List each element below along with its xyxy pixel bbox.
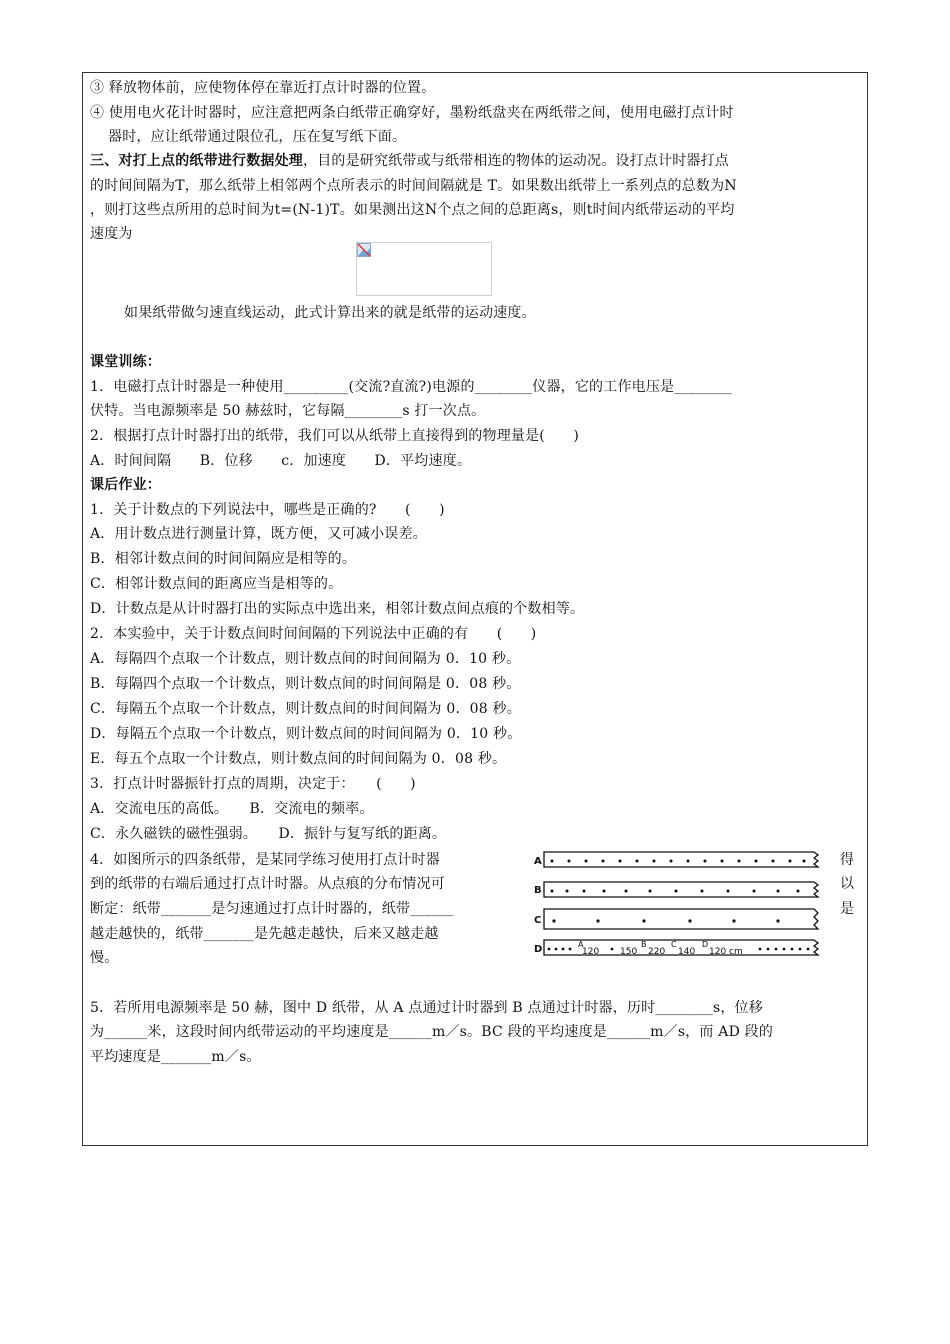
broken-image-icon bbox=[357, 243, 371, 257]
side-word: 以 bbox=[840, 876, 854, 892]
strip-label: B bbox=[534, 885, 542, 896]
text-line: 速度为 bbox=[90, 226, 133, 242]
question-line: 1．电磁打点计时器是一种使用_________(交流?直流?)电源的________仪器，它的工作电压是________ bbox=[90, 379, 732, 395]
tape-distance-label: 220 bbox=[648, 947, 666, 957]
question-line: 为______米，这段时间内纸带运动的平均速度是______m／s。BC 段的平均速度是______m／s，而 AD 段的 bbox=[90, 1024, 774, 1040]
text-line: ③ 释放物体前，应使物体停在靠近打点计时器的位置。 bbox=[90, 80, 436, 96]
text-line: 器时，应让纸带通过限位孔，压在复写纸下面。 bbox=[108, 129, 407, 145]
option-line: C．永久磁铁的磁性强弱。 D．振针与复写纸的距离。 bbox=[90, 826, 447, 842]
option-line: D．计数点是从计时器打出的实际点中选出来，相邻计数点间点痕的个数相等。 bbox=[90, 601, 585, 617]
option-line: B．每隔四个点取一个计数点，则计数点间的时间间隔是 0．08 秒。 bbox=[90, 676, 521, 692]
section-heading: 三、对打上点的纸带进行数据处理 bbox=[90, 153, 303, 169]
option-line: C．相邻计数点间的距离应当是相等的。 bbox=[90, 576, 343, 592]
question-line: 慢。 bbox=[90, 950, 119, 966]
section-text: ，目的是研究纸带或与纸带相连的物体的运动况。设打点计时器打点 bbox=[303, 153, 729, 169]
formula-image bbox=[356, 242, 492, 296]
tape-strip-a bbox=[544, 852, 818, 867]
tape-distance-label: 150 bbox=[620, 947, 638, 957]
question-line: 越走越快的，纸带_______是先越走越快，后来又越走越 bbox=[90, 926, 439, 942]
tape-point-label: D bbox=[702, 940, 709, 949]
tape-distance-label: 140 bbox=[678, 947, 696, 957]
option-line: B．相邻计数点间的时间间隔应是相等的。 bbox=[90, 551, 357, 567]
strip-label: D bbox=[534, 944, 543, 955]
option-line: A．时间间隔 B．位移 c．加速度 D．平均速度。 bbox=[90, 453, 472, 469]
section-heading: 课后作业： bbox=[90, 477, 161, 493]
question-line: 到的纸带的右端后通过打点计时器。从点痕的分布情况可 bbox=[90, 876, 445, 892]
question-line: 平均速度是_______m／s。 bbox=[90, 1049, 261, 1065]
question-line: 2．本实验中，关于计数点间时间间隔的下列说法中正确的有 ( ) bbox=[90, 626, 537, 642]
tape-point-label: C bbox=[671, 940, 677, 949]
text-line: 如果纸带做匀速直线运动，此式计算出来的就是纸带的运动速度。 bbox=[124, 305, 536, 321]
question-line: 5．若所用电源频率是 50 赫，图中 D 纸带，从 A 点通过计时器到 B 点通过计时器，历时________s，位移 bbox=[90, 1000, 763, 1016]
side-word: 是 bbox=[840, 901, 854, 917]
option-line: A．每隔四个点取一个计数点，则计数点间的时间间隔为 0．10 秒。 bbox=[90, 651, 521, 667]
paper-tape-figure bbox=[532, 846, 828, 966]
strip-label: C bbox=[534, 915, 542, 926]
strip-label: A bbox=[534, 856, 542, 867]
section-3-line bbox=[90, 149, 858, 173]
tape-point-label: A bbox=[578, 940, 584, 949]
question-line: 伏特。当电源频率是 50 赫兹时，它每隔________s 打一次点。 bbox=[90, 403, 486, 419]
tape-point-label: B bbox=[641, 940, 647, 949]
side-word: 得 bbox=[840, 852, 854, 868]
section-heading: 课堂训练： bbox=[90, 354, 161, 370]
text-line: 的时间间隔为T，那么纸带上相邻两个点所表示的时间间隔就是 T。如果数出纸带上一系列点的总数为N bbox=[90, 178, 737, 194]
text-line: ，则打这些点所用的总时间为t=(N-1)T。如果测出这N个点之间的总距离s，则t时间内纸带运动的平均 bbox=[90, 202, 735, 218]
question-line: 断定：纸带_______是匀速通过打点计时器的，纸带______ bbox=[90, 901, 454, 917]
option-line: D．每隔五个点取一个计数点，则计数点间的时间间隔为 0．10 秒。 bbox=[90, 726, 522, 742]
tape-strip-b bbox=[544, 882, 818, 897]
option-line: A．用计数点进行测量计算，既方便，又可减小误差。 bbox=[90, 526, 427, 542]
tape-strip-c bbox=[544, 909, 818, 929]
option-line: C．每隔五个点取一个计数点，则计数点间的时间间隔为 0．08 秒。 bbox=[90, 701, 521, 717]
question-line: 1．关于计数点的下列说法中，哪些是正确的? ( ) bbox=[90, 502, 445, 518]
question-line: 2．根据打点计时器打出的纸带，我们可以从纸带上直接得到的物理量是( ) bbox=[90, 428, 580, 444]
question-line: 3．打点计时器振针打点的周期，决定于： ( ) bbox=[90, 776, 416, 792]
tape-distance-label: 120 bbox=[582, 947, 600, 957]
question-line: 4．如图所示的四条纸带，是某同学练习使用打点计时器 bbox=[90, 852, 440, 868]
option-line: A．交流电压的高低。 B．交流电的频率。 bbox=[90, 801, 374, 817]
option-line: E．每五个点取一个计数点，则计数点间的时间间隔为 0．08 秒。 bbox=[90, 751, 507, 767]
text-line: ④ 使用电火花计时器时，应注意把两条白纸带正确穿好，墨粉纸盘夹在两纸带之间，使用电磁打点计时 bbox=[90, 105, 734, 121]
tape-distance-label: 120 cm bbox=[709, 947, 743, 957]
